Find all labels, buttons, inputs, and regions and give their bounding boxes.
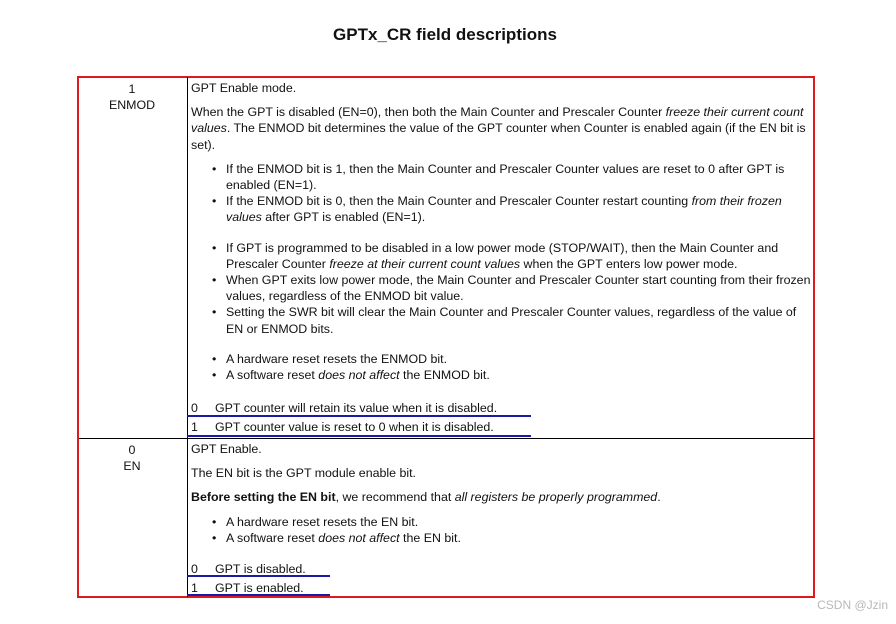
bullet-list bbox=[191, 240, 813, 337]
value-text: GPT is enabled. bbox=[215, 580, 304, 595]
bit-number: 0 bbox=[128, 443, 136, 457]
description-paragraph: When the GPT is disabled (EN=0), then both the Main Counter and Prescaler Counter freeze their current count values. The ENMOD bit determines the value of the GPT counter when Counter is enabled again (if the EN bit is set). bbox=[191, 105, 806, 152]
description-paragraph: The EN bit is the GPT module enable bit. bbox=[191, 466, 416, 481]
bullet-item: • A software reset does not affect the EN bit. bbox=[191, 530, 813, 546]
description-paragraph: Before setting the EN bit, we recommend that all registers be properly programmed. bbox=[191, 490, 661, 505]
annotation-underline bbox=[187, 415, 531, 417]
bullet-item: • If the ENMOD bit is 1, then the Main Counter and Prescaler Counter values are reset to 0 after GPT is enabled (EN=1). bbox=[191, 161, 813, 193]
watermark: CSDN @Jzin bbox=[817, 598, 888, 612]
annotation-underline bbox=[187, 594, 330, 596]
enmod-value-list bbox=[191, 398, 497, 436]
field-name: EN bbox=[123, 459, 141, 473]
field-cell-enmod bbox=[78, 81, 186, 113]
bullet-item: • When GPT exits low power mode, the Main Counter and Prescaler Counter start counting from their frozen values, regardless of the ENMOD bit value. bbox=[191, 272, 813, 304]
field-cell-en bbox=[78, 442, 186, 474]
bullet-list bbox=[191, 514, 813, 546]
bullet-item: • A hardware reset resets the EN bit. bbox=[191, 514, 813, 530]
bullet-item: • A hardware reset resets the ENMOD bit. bbox=[191, 351, 813, 367]
value-text: GPT counter will retain its value when it is disabled. bbox=[215, 400, 498, 415]
field-name: ENMOD bbox=[108, 98, 156, 112]
description-heading: GPT Enable mode. bbox=[191, 81, 297, 95]
value-number: 1 bbox=[191, 419, 198, 434]
value-number: 0 bbox=[191, 561, 198, 576]
value-number: 1 bbox=[191, 580, 198, 595]
en-description bbox=[191, 441, 813, 546]
bullet-item: • Setting the SWR bit will clear the Main Counter and Prescaler Counter values, regardless of the value of EN or ENMOD bits. bbox=[191, 304, 813, 336]
bullet-item: • If GPT is programmed to be disabled in a low power mode (STOP/WAIT), then the Main Counter and Prescaler Counter freeze at their current count values when the GPT enters low power mode. bbox=[191, 240, 813, 272]
enmod-description bbox=[191, 80, 813, 383]
row-divider bbox=[79, 438, 814, 439]
annotation-underline bbox=[187, 575, 330, 577]
bullet-item: • A software reset does not affect the ENMOD bit. bbox=[191, 367, 813, 383]
bullet-list bbox=[191, 351, 813, 383]
value-text: GPT counter value is reset to 0 when it is disabled. bbox=[215, 419, 494, 434]
page-title: GPTx_CR field descriptions bbox=[333, 25, 557, 44]
value-number: 0 bbox=[191, 400, 198, 415]
bullet-item: • If the ENMOD bit is 0, then the Main Counter and Prescaler Counter restart counting from their frozen values after GPT is enabled (EN=1). bbox=[191, 193, 813, 225]
bullet-list bbox=[191, 161, 813, 226]
annotation-underline bbox=[187, 435, 531, 437]
description-heading: GPT Enable. bbox=[191, 442, 262, 456]
column-divider bbox=[187, 77, 188, 597]
value-row bbox=[191, 417, 497, 436]
value-text: GPT is disabled. bbox=[215, 561, 306, 576]
bit-number: 1 bbox=[128, 82, 136, 96]
en-value-list bbox=[191, 559, 306, 597]
